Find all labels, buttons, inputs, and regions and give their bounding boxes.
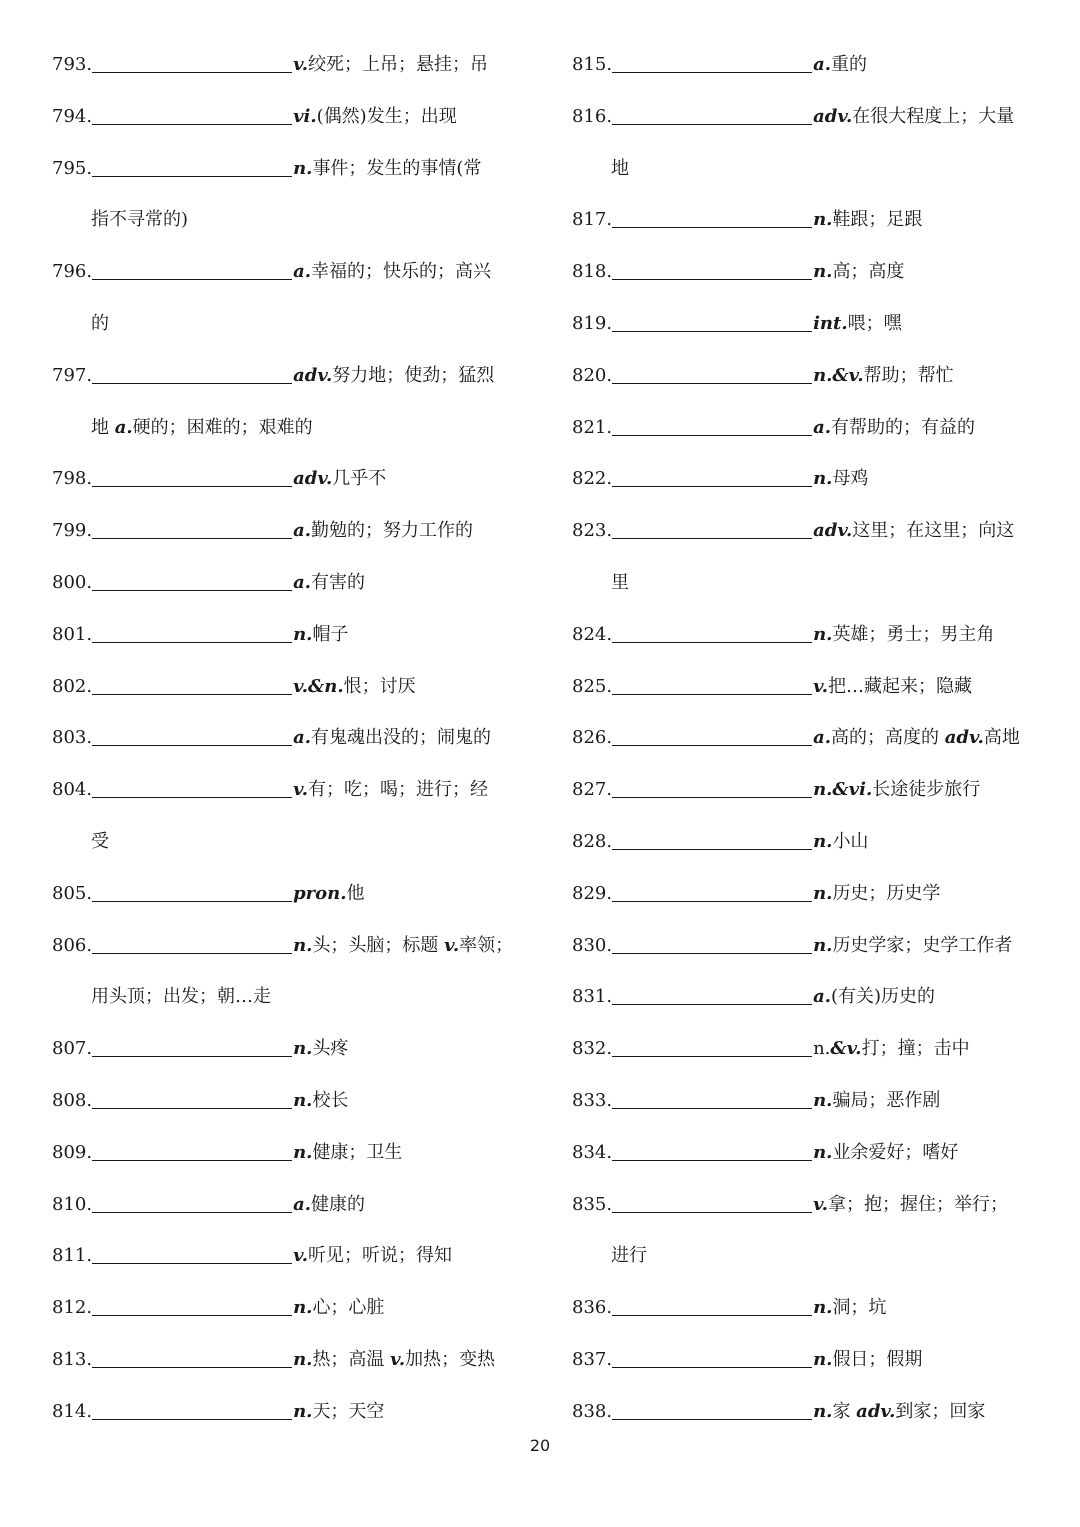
- entry-number: 828.: [572, 830, 613, 852]
- part-of-speech: a.: [293, 261, 312, 283]
- part-of-speech: n.: [293, 623, 313, 645]
- vocab-entry: [52, 143, 532, 195]
- part-of-speech: n.: [813, 1348, 833, 1370]
- entry-number: 803.: [52, 727, 93, 749]
- part-of-speech: n.: [813, 261, 833, 283]
- definition-text: 的: [91, 312, 109, 334]
- entry-number: 793.: [52, 54, 93, 75]
- definition-text: 努力地；使劲；猛烈: [332, 364, 495, 386]
- answer-blank[interactable]: [92, 881, 292, 902]
- definition-text: 勤勉的；努力工作的: [311, 520, 474, 542]
- entry-number: 824.: [572, 623, 613, 645]
- answer-blank[interactable]: [92, 466, 292, 487]
- part-of-speech: n.: [813, 934, 833, 956]
- definition-text: 绞死；上吊；悬挂；吊: [308, 54, 488, 75]
- vocab-entry: [52, 609, 532, 661]
- answer-blank[interactable]: [92, 622, 292, 643]
- answer-blank[interactable]: [612, 1399, 812, 1420]
- definition-text: 有；吃；喝；进行；经: [308, 779, 488, 801]
- part-of-speech: n.: [813, 468, 833, 490]
- entry-number: 795.: [52, 157, 93, 179]
- vocab-continuation-line: [572, 557, 1052, 609]
- definition-text: 历史；历史学: [832, 882, 941, 904]
- definition-text: 这里；在这里；向这: [852, 520, 1015, 542]
- part-of-speech: adv.: [813, 105, 853, 127]
- vocab-entry: [572, 971, 1052, 1023]
- definition-text: 高地: [983, 727, 1020, 749]
- answer-blank[interactable]: [612, 311, 812, 332]
- answer-blank[interactable]: [92, 52, 292, 73]
- vocab-entry: [52, 1282, 532, 1334]
- part-of-speech: adv.: [856, 1400, 896, 1422]
- entry-number: 811.: [52, 1245, 93, 1267]
- entry-number: 819.: [572, 312, 613, 334]
- answer-blank[interactable]: [612, 518, 812, 539]
- part-of-speech: a.: [813, 727, 832, 749]
- answer-blank[interactable]: [92, 363, 292, 384]
- definition-text: 洞；坑: [832, 1297, 887, 1319]
- answer-blank[interactable]: [92, 1140, 292, 1161]
- definition-text: 几乎不: [332, 468, 387, 490]
- definition-text: 长途徒步旅行: [872, 779, 981, 801]
- entry-number: 817.: [572, 209, 613, 231]
- entry-number: 801.: [52, 623, 93, 645]
- vocab-continuation-line: [52, 402, 532, 454]
- vocab-continuation-line: [52, 816, 532, 868]
- definition-text: n.: [813, 1038, 831, 1060]
- vocab-entry: [52, 712, 532, 764]
- part-of-speech: v.: [293, 779, 308, 801]
- part-of-speech: a.: [293, 571, 312, 593]
- entry-number: 836.: [572, 1297, 613, 1319]
- definition-text: 热；高温: [312, 1348, 391, 1370]
- definition-text: 幸福的；快乐的；高兴: [311, 261, 492, 283]
- part-of-speech: n.: [293, 1297, 313, 1319]
- entry-number: 804.: [52, 779, 93, 801]
- definition-text: 拿；抱；握住；举行；: [828, 1193, 1008, 1215]
- answer-blank[interactable]: [612, 207, 812, 228]
- answer-blank[interactable]: [612, 1088, 812, 1109]
- answer-blank[interactable]: [612, 1347, 812, 1368]
- answer-blank[interactable]: [92, 156, 292, 177]
- vocab-entry: [572, 91, 1052, 143]
- vocab-entry: [52, 91, 532, 143]
- answer-blank[interactable]: [92, 1088, 292, 1109]
- part-of-speech: n.: [293, 934, 313, 956]
- entry-number: 800.: [52, 571, 93, 593]
- entry-number: 799.: [52, 520, 93, 542]
- answer-blank[interactable]: [612, 984, 812, 1005]
- part-of-speech: adv.: [813, 520, 853, 542]
- vocab-entry: [572, 39, 1052, 91]
- definition-text: 英雄；勇士；男主角: [832, 623, 995, 645]
- vocab-continuation-line: [52, 298, 532, 350]
- definition-text: 头；头脑；标题: [312, 934, 445, 956]
- entry-number: 806.: [52, 934, 93, 956]
- definition-text: 事件；发生的事情(常: [312, 157, 482, 179]
- vocab-entry: [572, 350, 1052, 402]
- definition-text: 有帮助的；有益的: [831, 416, 976, 438]
- vocab-column-left: [52, 39, 532, 1438]
- entry-number: 805.: [52, 882, 93, 904]
- part-of-speech: v.: [813, 675, 828, 697]
- definition-text: 进行: [611, 1245, 647, 1267]
- vocab-entry: [52, 1386, 532, 1438]
- vocab-entry: [52, 453, 532, 505]
- definition-text: 骗局；恶作剧: [832, 1089, 941, 1111]
- vocab-continuation-line: [52, 971, 532, 1023]
- definition-text: 地: [611, 157, 629, 179]
- part-of-speech: n.: [293, 1400, 313, 1422]
- definition-text: 受: [91, 830, 109, 852]
- page-number: 20: [529, 1436, 551, 1455]
- definition-text: 鞋跟；足跟: [832, 209, 923, 231]
- vocab-entry: [572, 609, 1052, 661]
- part-of-speech: v.: [293, 54, 308, 75]
- definition-text: 假日；假期: [832, 1348, 923, 1370]
- entry-number: 807.: [52, 1038, 93, 1060]
- entry-number: 794.: [52, 105, 93, 127]
- part-of-speech: n.: [813, 882, 833, 904]
- part-of-speech: a.: [293, 1193, 312, 1215]
- entry-number: 816.: [572, 105, 613, 127]
- answer-blank[interactable]: [612, 466, 812, 487]
- part-of-speech: adv.: [293, 364, 333, 386]
- definition-text: 帽子: [312, 623, 349, 645]
- answer-blank[interactable]: [612, 104, 812, 125]
- vocab-entry: [52, 1023, 532, 1075]
- answer-blank[interactable]: [612, 933, 812, 954]
- vocab-entry: [52, 505, 532, 557]
- vocab-entry: [52, 868, 532, 920]
- vocab-entry: [52, 920, 532, 972]
- vocab-entry: [52, 557, 532, 609]
- entry-number: 838.: [572, 1400, 613, 1422]
- part-of-speech: a.: [813, 54, 832, 75]
- definition-text: 家: [832, 1400, 857, 1422]
- definition-text: 有害的: [311, 571, 366, 593]
- vocab-entry: [572, 194, 1052, 246]
- entry-number: 815.: [572, 54, 613, 75]
- entry-number: 833.: [572, 1089, 613, 1111]
- part-of-speech: &v.: [830, 1038, 862, 1060]
- entry-number: 825.: [572, 675, 613, 697]
- part-of-speech: pron.: [293, 882, 347, 904]
- vocab-entry: [572, 1334, 1052, 1386]
- entry-number: 810.: [52, 1193, 93, 1215]
- answer-blank[interactable]: [92, 1347, 292, 1368]
- entry-number: 796.: [52, 261, 93, 283]
- answer-blank[interactable]: [92, 1243, 292, 1264]
- part-of-speech: v.: [390, 1348, 406, 1370]
- entry-number: 827.: [572, 779, 613, 801]
- part-of-speech: adv.: [293, 468, 333, 490]
- part-of-speech: n.: [293, 157, 313, 179]
- vocab-column-right: [572, 39, 1052, 1438]
- definition-text: 他: [346, 882, 365, 904]
- part-of-speech: a.: [813, 986, 832, 1008]
- answer-blank[interactable]: [612, 674, 812, 695]
- vocab-entry: [572, 402, 1052, 454]
- definition-text: 心；心脏: [312, 1297, 385, 1319]
- entry-number: 818.: [572, 261, 613, 283]
- entry-number: 812.: [52, 1297, 93, 1319]
- definition-text: 率领；: [459, 934, 514, 956]
- definition-text: 校长: [312, 1089, 349, 1111]
- entry-number: 835.: [572, 1193, 613, 1215]
- vocab-entry: [572, 712, 1052, 764]
- part-of-speech: n.&vi.: [813, 779, 873, 801]
- part-of-speech: n.&v.: [813, 364, 864, 386]
- vocab-entry: [52, 39, 532, 91]
- definition-text: 地: [91, 416, 115, 438]
- part-of-speech: n.: [813, 623, 833, 645]
- definition-text: 有鬼魂出没的；闹鬼的: [311, 727, 492, 749]
- vocab-entry: [52, 1127, 532, 1179]
- vocab-entry: [572, 298, 1052, 350]
- answer-blank[interactable]: [92, 725, 292, 746]
- answer-blank[interactable]: [92, 933, 292, 954]
- vocab-entry: [572, 868, 1052, 920]
- answer-blank[interactable]: [612, 415, 812, 436]
- entry-number: 813.: [52, 1348, 93, 1370]
- vocab-entry: [52, 246, 532, 298]
- answer-blank[interactable]: [92, 570, 292, 591]
- definition-text: 把…藏起来；隐藏: [828, 675, 972, 697]
- part-of-speech: v.: [813, 1193, 828, 1215]
- entry-number: 823.: [572, 520, 613, 542]
- entry-number: 837.: [572, 1348, 613, 1370]
- entry-number: 826.: [572, 727, 613, 749]
- vocab-entry: [572, 453, 1052, 505]
- definition-text: 帮助；帮忙: [863, 364, 954, 386]
- entry-number: 830.: [572, 934, 613, 956]
- answer-blank[interactable]: [92, 1399, 292, 1420]
- answer-blank[interactable]: [612, 1140, 812, 1161]
- answer-blank[interactable]: [92, 1295, 292, 1316]
- answer-blank[interactable]: [92, 518, 292, 539]
- definition-text: 到家；回家: [895, 1400, 986, 1422]
- vocab-entry: [572, 1075, 1052, 1127]
- definition-text: 头疼: [312, 1038, 349, 1060]
- vocab-entry: [572, 1023, 1052, 1075]
- answer-blank[interactable]: [92, 674, 292, 695]
- entry-number: 798.: [52, 468, 93, 490]
- answer-blank[interactable]: [612, 1295, 812, 1316]
- entry-number: 808.: [52, 1089, 93, 1111]
- vocab-entry: [52, 1075, 532, 1127]
- definition-text: 里: [611, 571, 629, 593]
- part-of-speech: a.: [293, 520, 312, 542]
- part-of-speech: n.: [813, 1141, 833, 1163]
- definition-text: 健康的: [311, 1193, 366, 1215]
- entry-number: 802.: [52, 675, 93, 697]
- vocab-entry: [572, 816, 1052, 868]
- vocab-continuation-line: [572, 143, 1052, 195]
- vocab-entry: [572, 1127, 1052, 1179]
- part-of-speech: a.: [813, 416, 832, 438]
- vocab-entry: [52, 1179, 532, 1231]
- part-of-speech: n.: [813, 1297, 833, 1319]
- definition-text: 历史学家；史学工作者: [832, 934, 1013, 956]
- vocab-entry: [572, 1179, 1052, 1231]
- definition-text: 业余爱好；嗜好: [832, 1141, 959, 1163]
- answer-blank[interactable]: [92, 777, 292, 798]
- definition-text: 高；高度: [832, 261, 905, 283]
- answer-blank[interactable]: [92, 259, 292, 280]
- entry-number: 832.: [572, 1038, 613, 1060]
- part-of-speech: vi.: [293, 105, 317, 127]
- part-of-speech: v.&n.: [293, 675, 344, 697]
- vocab-continuation-line: [572, 1230, 1052, 1282]
- definition-text: 天；天空: [312, 1400, 385, 1422]
- answer-blank[interactable]: [612, 881, 812, 902]
- part-of-speech: n.: [813, 1400, 833, 1422]
- answer-blank[interactable]: [612, 1036, 812, 1057]
- entry-number: 821.: [572, 416, 613, 438]
- vocab-entry: [572, 1282, 1052, 1334]
- part-of-speech: v.: [444, 934, 460, 956]
- answer-blank[interactable]: [92, 1036, 292, 1057]
- answer-blank[interactable]: [92, 104, 292, 125]
- vocab-entry: [52, 661, 532, 713]
- definition-text: 恨；讨厌: [343, 675, 416, 697]
- entry-number: 814.: [52, 1400, 93, 1422]
- definition-text: 健康；卫生: [312, 1141, 403, 1163]
- part-of-speech: n.: [293, 1348, 313, 1370]
- part-of-speech: a.: [293, 727, 312, 749]
- part-of-speech: adv.: [944, 727, 984, 749]
- vocab-entry: [572, 1386, 1052, 1438]
- part-of-speech: n.: [813, 830, 833, 852]
- definition-text: 指不寻常的): [91, 209, 189, 231]
- definition-text: 母鸡: [832, 468, 869, 490]
- definition-text: 用头顶；出发；朝…走: [91, 986, 271, 1008]
- entry-number: 822.: [572, 468, 613, 490]
- entry-number: 834.: [572, 1141, 613, 1163]
- definition-text: 打；撞；击中: [861, 1038, 970, 1060]
- part-of-speech: n.: [293, 1089, 313, 1111]
- vocab-entry: [572, 505, 1052, 557]
- definition-text: 加热；变热: [405, 1348, 496, 1370]
- part-of-speech: n.: [813, 1089, 833, 1111]
- vocab-entry: [52, 1230, 532, 1282]
- definition-text: 重的: [831, 54, 868, 75]
- answer-blank[interactable]: [612, 1192, 812, 1213]
- vocab-entry: [52, 764, 532, 816]
- definition-text: 喂；嘿: [847, 312, 902, 334]
- answer-blank[interactable]: [612, 777, 812, 798]
- part-of-speech: n.: [813, 209, 833, 231]
- vocab-entry: [52, 350, 532, 402]
- vocab-entry: [572, 246, 1052, 298]
- vocab-entry: [52, 1334, 532, 1386]
- part-of-speech: int.: [813, 312, 848, 334]
- vocab-continuation-line: [52, 194, 532, 246]
- answer-blank[interactable]: [612, 725, 812, 746]
- entry-number: 829.: [572, 882, 613, 904]
- part-of-speech: v.: [293, 1245, 308, 1267]
- definition-text: 在很大程度上；大量: [852, 105, 1015, 127]
- definition-text: 小山: [832, 830, 869, 852]
- vocab-entry: [572, 920, 1052, 972]
- part-of-speech: a.: [114, 416, 133, 438]
- answer-blank[interactable]: [612, 622, 812, 643]
- definition-text: 听见；听说；得知: [308, 1245, 452, 1267]
- part-of-speech: n.: [293, 1038, 313, 1060]
- answer-blank[interactable]: [92, 1192, 292, 1213]
- entry-number: 831.: [572, 986, 613, 1008]
- entry-number: 820.: [572, 364, 613, 386]
- answer-blank[interactable]: [612, 259, 812, 280]
- definition-text: (有关)历史的: [831, 986, 936, 1008]
- vocab-entry: [572, 661, 1052, 713]
- entry-number: 809.: [52, 1141, 93, 1163]
- answer-blank[interactable]: [612, 52, 812, 73]
- entry-number: 797.: [52, 364, 93, 386]
- vocab-entry: [572, 764, 1052, 816]
- definition-text: 高的；高度的: [831, 727, 945, 749]
- answer-blank[interactable]: [612, 363, 812, 384]
- definition-text: 硬的；困难的；艰难的: [132, 416, 313, 438]
- answer-blank[interactable]: [612, 829, 812, 850]
- part-of-speech: n.: [293, 1141, 313, 1163]
- definition-text: (偶然)发生；出现: [316, 105, 457, 127]
